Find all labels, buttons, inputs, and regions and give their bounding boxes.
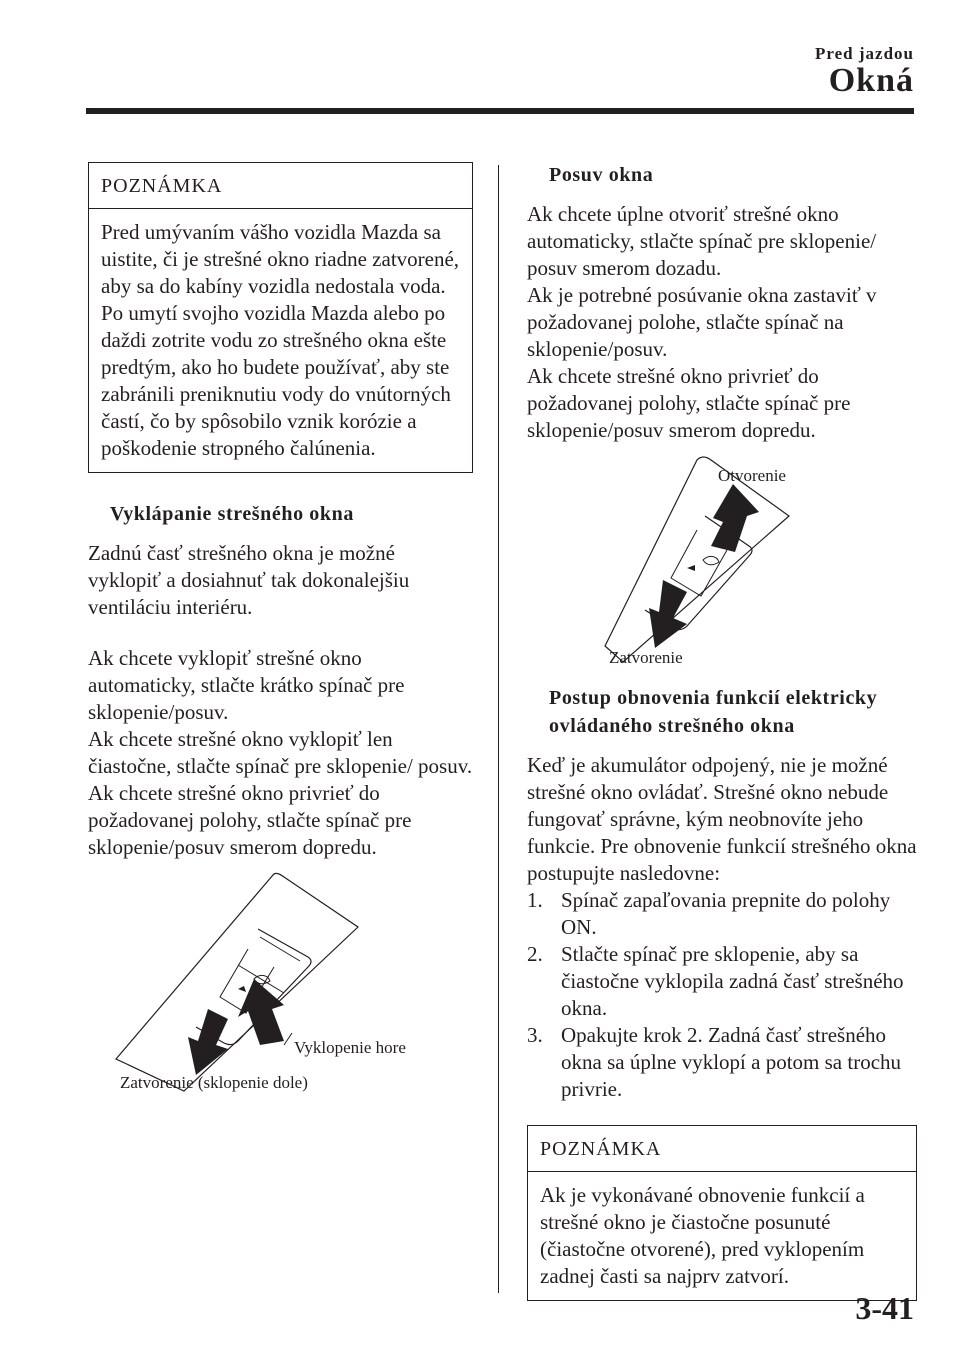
slide-paragraph: Ak chcete úplne otvoriť strešné okno automaticky, stlačte spínač pre sklopenie/ posuv smerom dozadu. — [527, 202, 877, 280]
page-header-section: Pred jazdou — [815, 44, 914, 63]
note-heading: POZNÁMKA — [89, 163, 472, 209]
list-item — [527, 941, 917, 1022]
note-box — [88, 162, 473, 473]
page-number: 3-41 — [855, 1290, 914, 1326]
slide-switch-figure — [527, 450, 917, 672]
step-text: Stlačte spínač pre sklopenie, aby sa čiastočne vyklopila zadná časť strešného okna. — [561, 942, 904, 1020]
note-text: Ak je vykonávané obnovenie funkcií a strešné okno je čiastočne posunuté (čiastočne otvorené), pred vyklopením zadnej časti sa najprv zatvorí. — [540, 1183, 865, 1288]
tilt-switch-illustration — [88, 869, 473, 1099]
left-column — [88, 162, 473, 1099]
right-column — [527, 162, 917, 1301]
tilt-paragraph: Ak chcete strešné okno privrieť do požadovanej polohy, stlačte spínač pre sklopenie/posuv smerom dopredu. — [88, 781, 412, 859]
tilt-switch-figure — [88, 869, 473, 1099]
slide-paragraph: Ak chcete strešné okno privrieť do požadovanej polohy, stlačte spínač pre sklopenie/posuv smerom dopredu. — [527, 364, 851, 442]
slide-paragraph: Ak je potrebné posúvanie okna zastaviť v požadovanej polohe, stlačte spínač na sklopenie/posuv. — [527, 283, 877, 361]
list-item — [527, 887, 917, 941]
column-divider — [498, 165, 499, 1293]
figure-label-close: Zatvorenie — [609, 648, 683, 667]
figure-label-tilt-up: Vyklopenie hore — [294, 1038, 406, 1057]
header-rule — [86, 108, 914, 114]
note-text: Pred umývaním vášho vozidla Mazda sa uistite, či je strešné okno riadne zatvorené, aby sa do kabíny vozidla nedostala voda. Po umytí svojho vozidla Mazda alebo po daždi zotrite vodu zo strešného okna ešte predtým, ako ho budete používať, aby ste zabránili preniknutiu vody do vnútorných častí, čo by spôsobilo vznik korózie a poškodenie stropného čalúnenia. — [101, 220, 460, 460]
section-heading-reset: Postup obnovenia funkcií elektricky ovládaného strešného okna — [527, 684, 917, 740]
note-box — [527, 1125, 917, 1301]
note-heading: POZNÁMKA — [528, 1126, 916, 1172]
figure-label-open: Otvorenie — [718, 466, 786, 485]
step-text: Spínač zapaľovania prepnite do polohy ON. — [561, 888, 891, 939]
tilt-paragraph: Ak chcete vyklopiť strešné okno automaticky, stlačte krátko spínač pre sklopenie/posuv. — [88, 646, 405, 724]
tilt-intro: Zadnú časť strešného okna je možné vyklopiť a dosiahnuť tak dokonalejšiu ventiláciu interiéru. — [88, 541, 410, 619]
step-number: 1. — [527, 888, 543, 912]
section-heading-slide: Posuv okna — [527, 162, 917, 189]
reset-steps — [527, 887, 917, 1103]
section-heading-tilt: Vyklápanie strešného okna — [88, 501, 473, 528]
reset-intro: Keď je akumulátor odpojený, nie je možné strešné okno ovládať. Strešné okno nebude fungovať správne, kým neobnovíte jeho funkcie. Pre obnovenie funkcií strešného okna postupujte nasledovne: — [527, 753, 917, 885]
step-number: 2. — [527, 942, 543, 966]
page-title: Okná — [828, 62, 914, 99]
step-number: 3. — [527, 1023, 543, 1047]
figure-label-tilt-down: Zatvorenie (sklopenie dole) — [120, 1073, 308, 1092]
step-text: Opakujte krok 2. Zadná časť strešného okna sa úplne vyklopí a potom sa trochu privrie. — [561, 1023, 902, 1101]
list-item — [527, 1022, 917, 1103]
tilt-paragraph: Ak chcete strešné okno vyklopiť len čiastočne, stlačte spínač pre sklopenie/ posuv. — [88, 727, 473, 778]
